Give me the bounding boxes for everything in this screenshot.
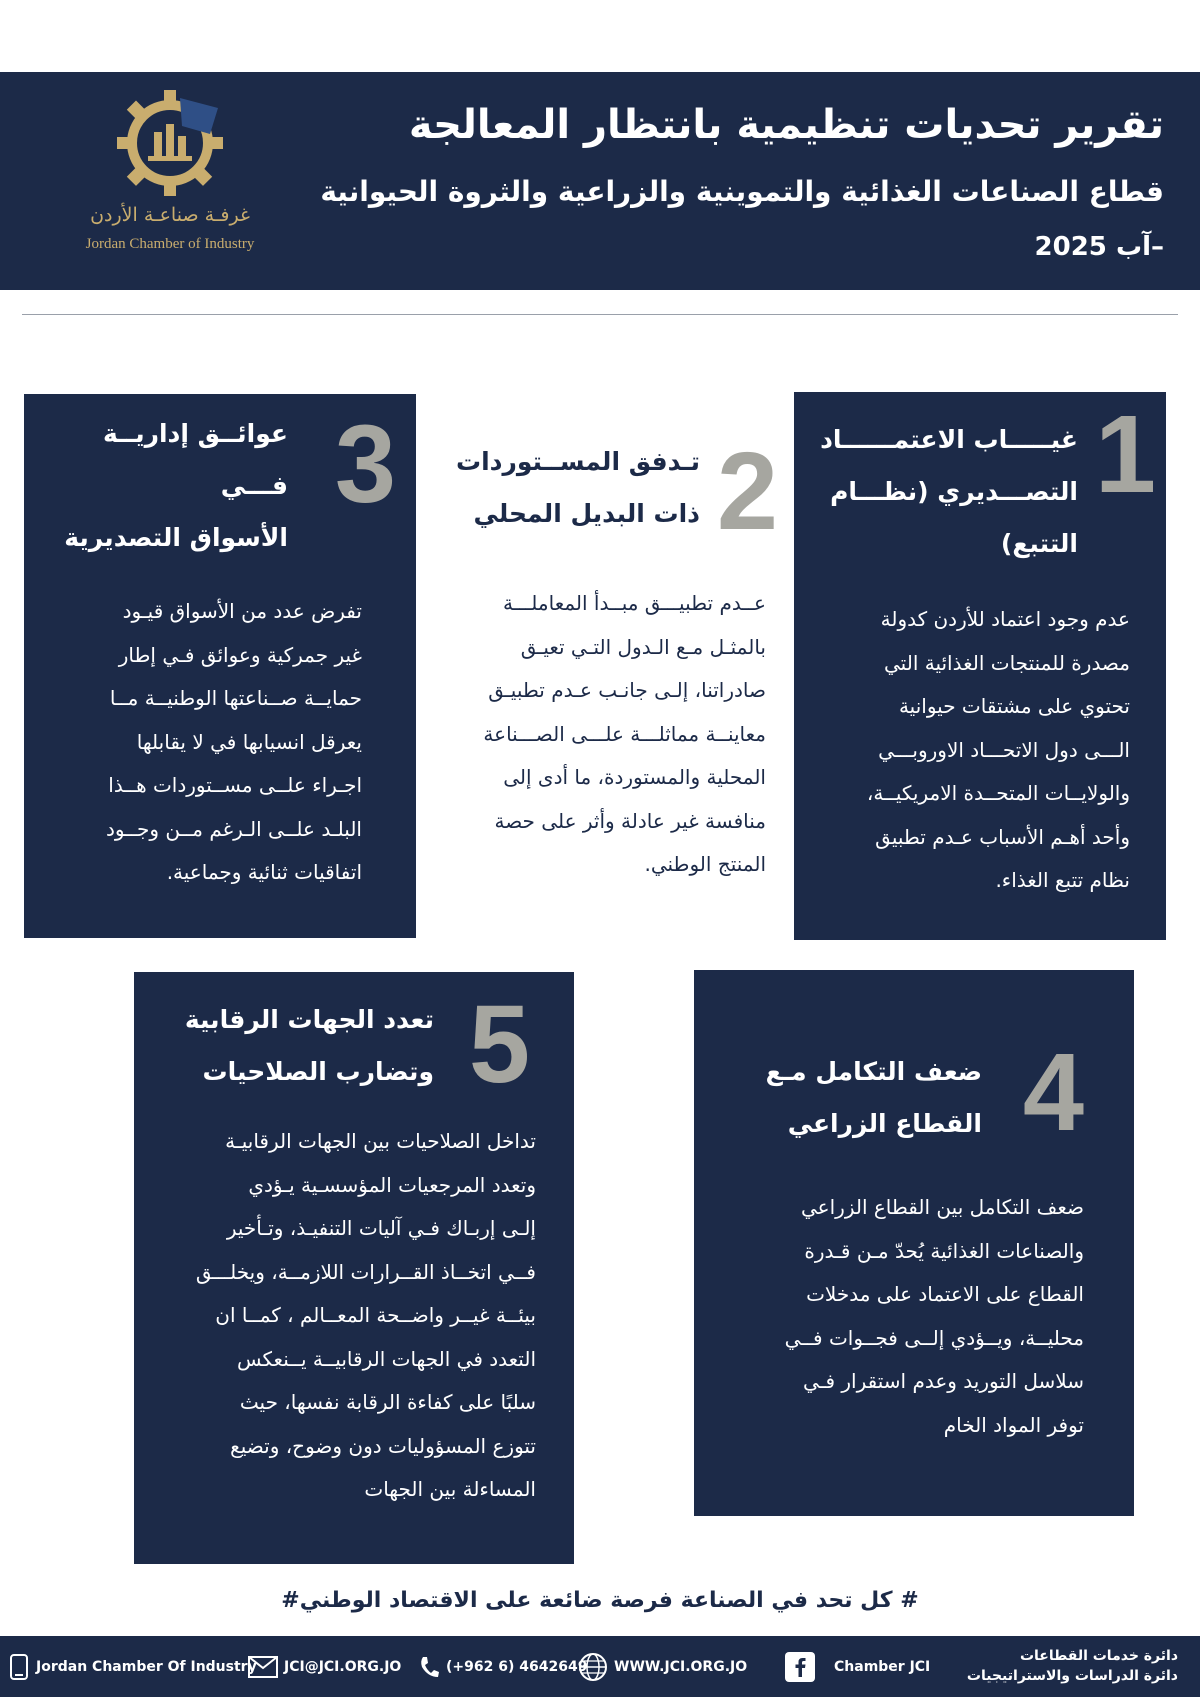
logo-name-arabic: غرفـة صناعـة الأردن bbox=[90, 204, 250, 226]
card-title: ضعف التكامل مـع القطاع الزراعي bbox=[765, 1057, 982, 1138]
footer-departments: دائرة خدمات القطاعات دائرة الدراسات والاستراتيجيات bbox=[966, 1648, 1178, 1684]
challenge-card-2 bbox=[430, 392, 786, 940]
footer-facebook[interactable]: Chamber JCI bbox=[784, 1636, 930, 1697]
challenge-card-4 bbox=[694, 970, 1134, 1516]
footer-website[interactable]: WWW.JCI.ORG.JO bbox=[578, 1636, 747, 1697]
card-body: عدم وجود اعتماد للأردن كدولة مصدرة للمنتجات الغذائية التي تحتوي على مشتقات حيوانية الـــى دول الاتحـــاد الاوروبـــي والولايــات المتحــدة الامريكيــة، وأحد أهـم الأسباب عـدم تطبيق نظام تتبع الغذاء. bbox=[866, 607, 1130, 892]
footer-bar bbox=[0, 1636, 1200, 1697]
facebook-icon bbox=[784, 1651, 816, 1683]
challenge-card-3 bbox=[24, 394, 416, 938]
card-body: عــدم تطبيـــق مبــدأ المعاملـــة بالمثـل مـع الـدول التـي تعيـق صادراتنا، إلـى جانـب عـدم تطبيـق معاينــة مماثلـــة علـــى الصـــناعة المحلية والمستوردة، ما أدى إلى منافسة غير عادلة وأثر على حصة المنتج الوطني. bbox=[483, 591, 766, 876]
hashtag-slogan: # كل تحد في الصناعة فرصة ضائعة على الاقتصاد الوطني# bbox=[281, 1588, 919, 1613]
logo-name-english: Jordan Chamber of Industry bbox=[85, 236, 255, 252]
challenge-card-5 bbox=[134, 972, 574, 1564]
gear-logo-icon bbox=[110, 86, 230, 201]
report-title: تقرير تحديات تنظيمية بانتظار المعالجة bbox=[408, 102, 1164, 148]
phone-icon bbox=[418, 1655, 440, 1679]
card-body: تداخل الصلاحيات بين الجهات الرقابيـة وتعدد المرجعيات المؤسسـية يـؤدي إلـى إربـاك فـي آليات التنفيـذ، وتـأخير فــي اتخــاذ القــرارات اللازمــة، ويخلـــق بيئــة غيــر واضــحة المعــالم ، كمــا ان التعدد في الجهات الرقابيــة يــنعكس سلبًا على كفاءة الرقابة نفسها، حيث تتوزع المسؤوليات دون وضوح، وتضيع المساءلة بين الجهات bbox=[195, 1129, 536, 1501]
report-subtitle: قطاع الصناعات الغذائية والتموينية والزراعية والثروة الحيوانية bbox=[320, 175, 1164, 208]
phone-device-icon bbox=[8, 1654, 30, 1680]
footer-email[interactable]: JCI@JCI.ORG.JO bbox=[248, 1636, 401, 1697]
globe-icon bbox=[578, 1652, 608, 1682]
card-body: ضعف التكامل بين القطاع الزراعي والصناعات الغذائية يُحدّ مـن قـدرة القطاع على الاعتماد على مدخلات محليــة، ويــؤدي إلــى فجــوات فــي سلاسل التوريد وعدم استقرار فـي توفر المواد الخام bbox=[784, 1195, 1084, 1437]
footer-linkedin[interactable]: Jordan Chamber Of Industry bbox=[8, 1636, 257, 1697]
card-number: 3 bbox=[334, 403, 396, 526]
card-number: 2 bbox=[716, 430, 778, 553]
card-title: تـدفق المســتوردات ذات البديل المحلي bbox=[455, 447, 700, 528]
card-number: 4 bbox=[1022, 1031, 1084, 1154]
card-number: 5 bbox=[468, 983, 530, 1106]
card-title: غيـــــاب الاعتمــــــاد التصـــديري (نظـــام التتبع) bbox=[820, 425, 1078, 558]
footer-phone[interactable]: (+962 6) 4642649 bbox=[418, 1636, 587, 1697]
header-banner bbox=[0, 72, 1200, 290]
chamber-logo bbox=[70, 86, 270, 276]
header-divider bbox=[22, 314, 1178, 315]
card-number: 1 bbox=[1094, 393, 1156, 516]
card-body: تفرض عدد من الأسواق قيـود غير جمركية وعوائق فـي إطار حمايــة صــناعتها الوطنيــة مــا يعرقل انسيابها في لا يقابلها اجـراء علــى مســتوردات هــذا البلـد علــى الـرغم مــن وجــود اتفاقيات ثنائية وجماعية. bbox=[106, 599, 362, 884]
report-date: –آب 2025 bbox=[1034, 232, 1164, 262]
envelope-icon bbox=[248, 1656, 278, 1678]
card-title: تعدد الجهات الرقابية وتضارب الصلاحيات bbox=[184, 1005, 434, 1086]
challenge-card-1 bbox=[794, 392, 1166, 940]
card-title: عوائــق إداريــة فـــي الأسواق التصديرية bbox=[64, 419, 288, 552]
